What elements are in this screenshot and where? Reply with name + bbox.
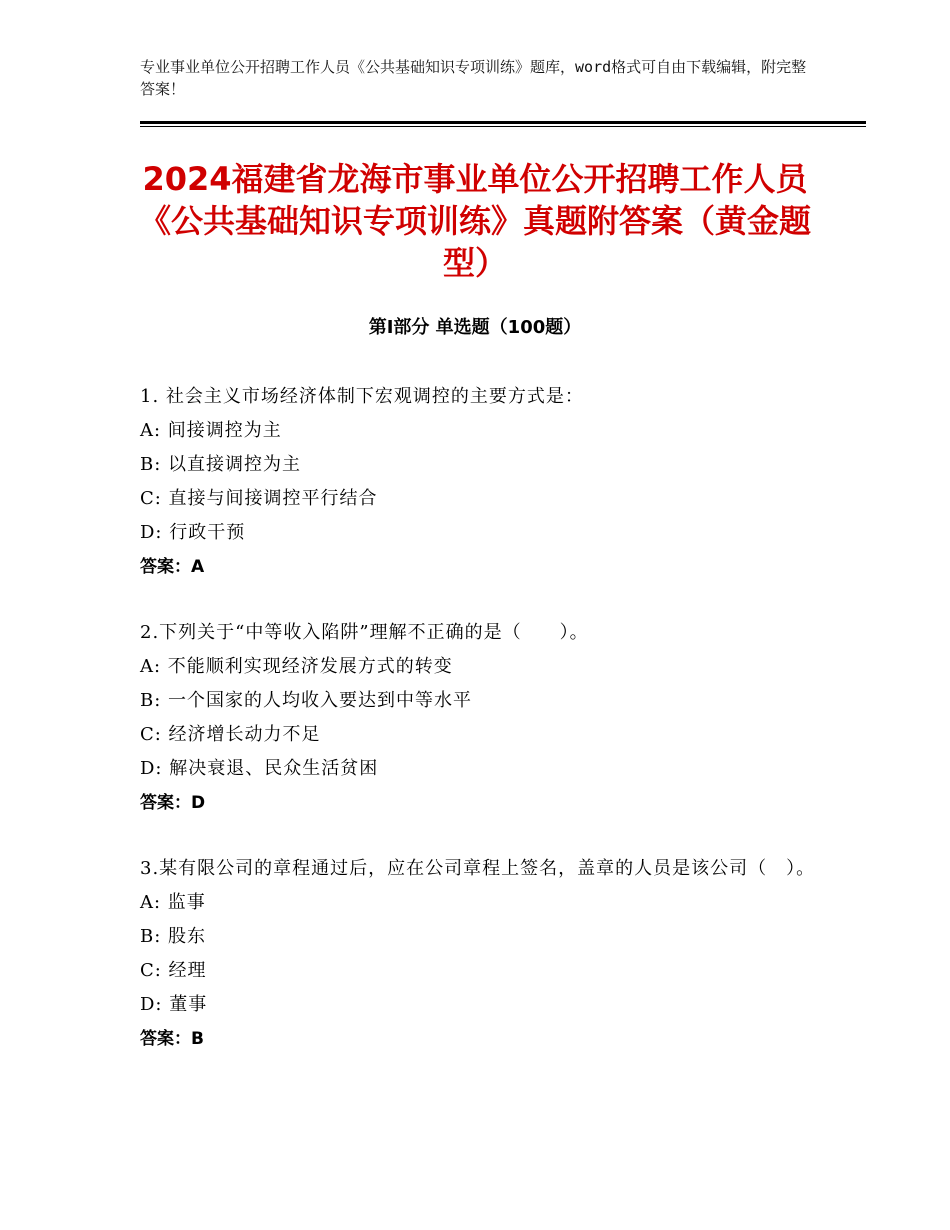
option-a: A: 监事 <box>140 892 206 913</box>
answer-line: 答案：D <box>140 793 206 813</box>
option-a: A: 不能顺利实现经济发展方式的转变 <box>140 656 453 677</box>
header-rule-thick <box>140 121 866 124</box>
option-a: A: 间接调控为主 <box>140 420 282 441</box>
answer-line: 答案：A <box>140 557 205 577</box>
header-rule-thin <box>140 126 866 127</box>
option-d: D: 行政干预 <box>140 522 246 543</box>
question-stem: 1. 社会主义市场经济体制下宏观调控的主要方式是： <box>140 386 584 407</box>
section-heading: 第Ⅰ部分 单选题（100题） <box>368 317 582 338</box>
question-1 <box>140 380 820 584</box>
option-c: C: 经济增长动力不足 <box>140 724 321 745</box>
option-c: C: 直接与间接调控平行结合 <box>140 488 378 509</box>
question-list <box>140 380 820 1088</box>
answer-line: 答案：B <box>140 1029 204 1049</box>
option-c: C: 经理 <box>140 960 207 981</box>
option-d: D: 解决衰退、民众生活贫困 <box>140 758 379 779</box>
option-b: B: 股东 <box>140 926 207 947</box>
question-stem: 3.某有限公司的章程通过后，应在公司章程上签名，盖章的人员是该公司（ ）。 <box>140 858 816 879</box>
option-b: B: 以直接调控为主 <box>140 454 302 475</box>
document-title: 2024福建省龙海市事业单位公开招聘工作人员《公共基础知识专项训练》真题附答案（黄金题型） <box>138 160 811 282</box>
header-note: 专业事业单位公开招聘工作人员《公共基础知识专项训练》题库，word格式可自由下载编辑，附完整答案！ <box>140 58 807 98</box>
question-3 <box>140 852 820 1056</box>
question-2 <box>140 616 820 820</box>
question-stem: 2.下列关于“中等收入陷阱”理解不正确的是（ ）。 <box>140 622 589 643</box>
option-b: B: 一个国家的人均收入要达到中等水平 <box>140 690 473 711</box>
option-d: D: 董事 <box>140 994 208 1015</box>
